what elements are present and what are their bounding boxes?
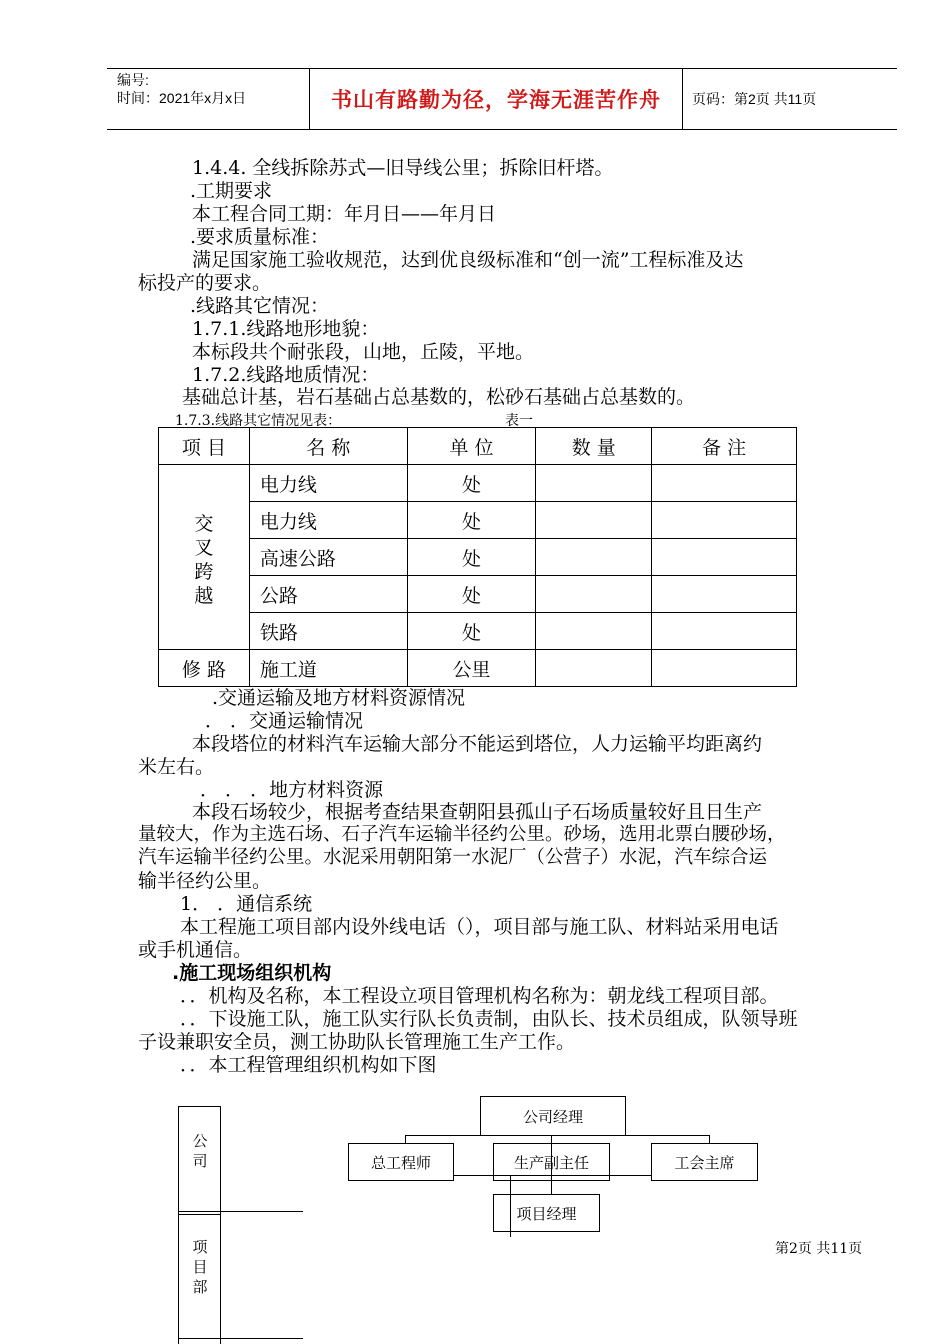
side-label-project: [186, 1238, 214, 1298]
side-char: 目: [192, 1259, 208, 1276]
header-divider: [682, 69, 683, 129]
connector-line: [405, 1135, 406, 1143]
side-char: 项: [192, 1239, 208, 1256]
page-header: [107, 68, 897, 130]
unit-cell: 处: [407, 502, 536, 539]
header-page-label: 页码：第2页 共11页: [692, 91, 817, 107]
text-line: ．．下设施工队，施工队实行队长负责制，由队长、技术员组成，队领导班: [180, 1008, 798, 1030]
remark-cell: [652, 539, 797, 576]
text-line: 本工程合同工期：年月日——年月日: [192, 203, 497, 225]
side-column-border: [178, 1106, 221, 1107]
section-heading: .工期要求: [190, 180, 273, 202]
column-header: 数 量: [536, 428, 652, 465]
side-column-divider: [178, 1211, 303, 1212]
group-cell-road: 修 路: [159, 650, 250, 687]
group-char: 越: [194, 585, 214, 607]
name-cell: 电力线: [249, 502, 407, 539]
name-cell: 高速公路: [249, 539, 407, 576]
text-line: 标投产的要求。: [138, 272, 272, 294]
text-line: 1.7.2.线路地质情况：: [192, 364, 380, 386]
table-caption: 1.7.3.线路其它情况见表：: [175, 413, 342, 429]
text-line: 子设兼职安全员，测工协助队长管理施工生产工作。: [138, 1031, 576, 1053]
text-line: ．．本工程管理组织机构如下图: [180, 1054, 437, 1076]
text-line: 本段石场较少，根据考查结果查朝阳县孤山子石场质量较好且日生产: [192, 801, 763, 823]
text-line: 本标段共个耐张段，山地，丘陵，平地。: [192, 341, 535, 363]
table-caption-right: 表一: [505, 413, 533, 429]
table-row: [159, 650, 797, 687]
text-line: 基础总计基，岩石基础占总基数的，松砂石基础占总基数的。: [182, 386, 696, 408]
remark-cell: [652, 613, 797, 650]
quantity-cell: [536, 613, 652, 650]
section-heading: ． ．交通运输情况: [205, 710, 364, 732]
text-line: 汽车运输半径约公里。水泥采用朝阳第一水泥厂（公营子）水泥，汽车综合运: [138, 847, 768, 868]
column-header: 名 称: [249, 428, 407, 465]
remark-cell: [652, 465, 797, 502]
quantity-cell: [536, 502, 652, 539]
unit-cell: 处: [407, 539, 536, 576]
text-line: 本段塔位的材料汽车运输大部分不能运到塔位，人力运输平均距离约: [192, 733, 763, 755]
time-label: 时间：2021年x月x日: [117, 90, 247, 106]
table-header-row: [159, 428, 797, 465]
number-label: 编号:: [117, 72, 149, 88]
side-char: 公: [192, 1133, 208, 1150]
section-heading: .交通运输及地方材料资源情况: [212, 687, 466, 709]
text-line: 量较大，作为主选石场、石子汽车运输半径约公里。砂场，选用北票白腰砂场，: [138, 824, 786, 845]
column-header: 单 位: [407, 428, 536, 465]
header-meta: [117, 71, 246, 107]
text-line: 1.4.4. 全线拆除苏式—旧导线公里；拆除旧杆塔。: [192, 157, 614, 179]
quantity-cell: [536, 576, 652, 613]
header-motto: 书山有路勤为径，学海无涯苦作舟: [331, 88, 661, 112]
side-char: 部: [192, 1279, 208, 1296]
column-header: 备 注: [652, 428, 797, 465]
remark-cell: [652, 650, 797, 687]
table-row: [159, 613, 797, 650]
quantity-cell: [536, 539, 652, 576]
section-heading: 1． ．通信系统: [180, 893, 313, 915]
quantity-cell: [536, 465, 652, 502]
section-heading: ． ． ．地方材料资源: [200, 779, 384, 801]
text-line: 本工程施工项目部内设外线电话（），项目部与施工队、材料站采用电话: [180, 916, 779, 938]
text-line: 满足国家施工验收规范，达到优良级标准和“创一流”工程标准及达: [192, 249, 744, 271]
table-row: [159, 465, 797, 502]
side-column-divider: [178, 1214, 221, 1215]
name-cell: 电力线: [249, 465, 407, 502]
side-column-border: [178, 1106, 179, 1344]
box-union-chair: 工会主席: [651, 1143, 758, 1181]
name-cell: 铁路: [249, 613, 407, 650]
box-project-manager: 项目经理: [493, 1194, 600, 1232]
column-header: 项 目: [159, 428, 250, 465]
remark-cell: [652, 502, 797, 539]
unit-cell: 处: [407, 465, 536, 502]
section-heading: .要求质量标准：: [190, 226, 330, 248]
box-company-manager: 公司经理: [480, 1096, 626, 1136]
name-cell: 施工道: [249, 650, 407, 687]
side-char: 司: [192, 1153, 208, 1170]
unit-cell: 处: [407, 613, 536, 650]
quantity-cell: [536, 650, 652, 687]
connector-line: [709, 1135, 710, 1143]
section-heading: .线路其它情况：: [190, 295, 330, 317]
side-label-company: [186, 1132, 214, 1172]
group-char: 交: [194, 513, 214, 535]
text-line: 输半径约公里。: [138, 870, 272, 892]
box-deputy-director: 生产副主任: [493, 1143, 610, 1181]
text-line: 或手机通信。: [138, 939, 253, 961]
text-line: ．．机构及名称，本工程设立项目管理机构名称为：朝龙线工程项目部。: [180, 985, 779, 1007]
group-char: 跨: [194, 561, 214, 583]
table-row: [159, 576, 797, 613]
section-heading-bold: .施工现场组织机构: [172, 962, 332, 984]
footer-page-number: 第2页 共11页: [775, 1241, 863, 1257]
table-row: [159, 502, 797, 539]
group-cell-crossing: [159, 465, 250, 650]
text-line: 1.7.1.线路地形地貌：: [192, 318, 380, 340]
name-cell: 公路: [249, 576, 407, 613]
side-column-divider: [178, 1338, 303, 1339]
side-column-border: [220, 1106, 221, 1344]
line-info-table: [158, 427, 797, 687]
unit-cell: 处: [407, 576, 536, 613]
text-line: 米左右。: [138, 756, 215, 778]
table-row: [159, 539, 797, 576]
unit-cell: 公里: [407, 650, 536, 687]
box-chief-engineer: 总工程师: [348, 1143, 454, 1181]
remark-cell: [652, 576, 797, 613]
group-char: 叉: [194, 537, 214, 559]
